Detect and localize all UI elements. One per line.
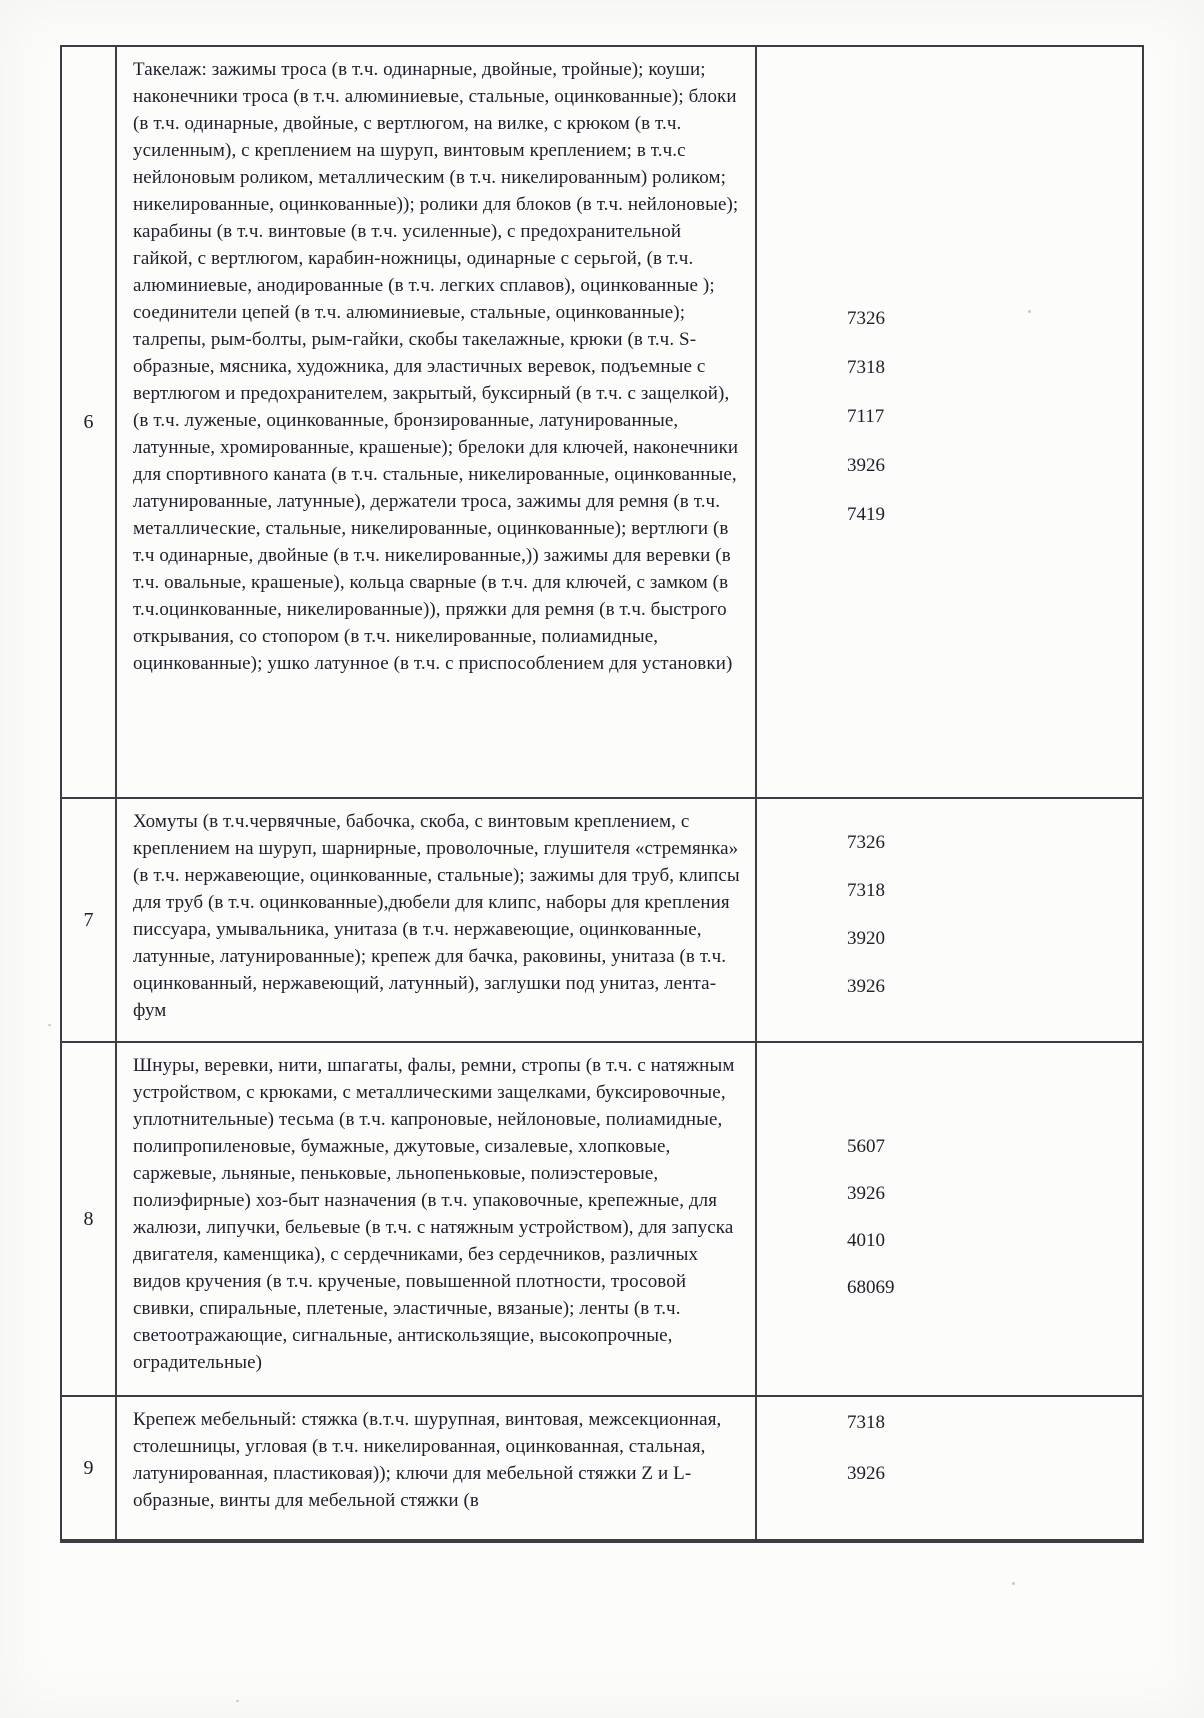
- scan-speck: [1012, 1582, 1015, 1585]
- table-row: [62, 47, 1142, 799]
- code-value: 68069: [847, 1277, 895, 1298]
- code-value: 3926: [847, 976, 885, 997]
- row-codes: [757, 47, 1142, 797]
- code-value: 3926: [847, 455, 885, 476]
- code-value: 3926: [847, 1183, 885, 1204]
- table-row: [62, 1397, 1142, 1541]
- code-value: 7318: [847, 880, 885, 901]
- code-value: 7318: [847, 357, 885, 378]
- row-codes: [757, 1043, 1142, 1395]
- code-value: 7419: [847, 504, 885, 525]
- table-row: [62, 799, 1142, 1043]
- row-description: Крепеж мебельный: стяжка (в.т.ч. шурупная, винтовая, межсекционная, столешницы, угловая (в т.ч. никелированная, оцинкованная, стальная, латунированная, пластиковая)); ключи для мебельной стяжки Z и L-образные, винты для мебельной стяжки (в: [117, 1397, 757, 1539]
- row-number: 7: [62, 799, 117, 1041]
- table-row: [62, 1043, 1142, 1397]
- code-value: 7117: [847, 406, 885, 427]
- row-description: Хомуты (в т.ч.червячные, бабочка, скоба, с винтовым креплением, с креплением на шуруп, шарнирные, проволочные, глушителя «стремянка» (в т.ч. нержавеющие, оцинкованные, стальные); зажимы для труб, клипсы для труб (в т.ч. оцинкованные),дюбели для клипс, наборы для крепления писсуара, умывальника, унитаза (в т.ч. нержавеющие, оцинкованные, латунные, латунированные); крепеж для бачка, раковины, унитаза (в т.ч. оцинкованный, нержавеющий, латунный), заглушки под унитаз, лента-фум: [117, 799, 757, 1041]
- row-description: Шнуры, веревки, нити, шпагаты, фалы, ремни, стропы (в т.ч. с натяжным устройством, с крюками, с металлическими защелками, буксировочные, уплотнительные) тесьма (в т.ч. капроновые, нейлоновые, полиамидные, полипропиленовые, бумажные, джутовые, сизалевые, хлопковые, саржевые, льняные, пеньковые, льнопеньковые, полиэстеровые, полиэфирные) хоз-быт назначения (в т.ч. упаковочные, крепежные, для жалюзи, липучки, бельевые (в т.ч. с натяжным устройством), для запуска двигателя, каменщика), с сердечниками, без сердечников, различных видов кручения (в т.ч. крученые, повышенной плотности, тросовой свивки, спиральные, плетеные, эластичные, вязаные); ленты (в т.ч. светоотражающие, сигнальные, антискользящие, высокопрочные, оградительные): [117, 1043, 757, 1395]
- row-number: 9: [62, 1397, 117, 1539]
- goods-classification-table: [60, 45, 1144, 1543]
- row-codes: [757, 799, 1142, 1041]
- row-codes: [757, 1397, 1142, 1539]
- scan-speck: [48, 1024, 51, 1026]
- code-value: 7326: [847, 832, 885, 853]
- row-description: Такелаж: зажимы троса (в т.ч. одинарные, двойные, тройные); коуши; наконечники троса (в т.ч. алюминиевые, стальные, оцинкованные); блоки (в т.ч. одинарные, двойные, с вертлюгом, на вилке, с крюком (в т.ч. усиленным), с креплением на шуруп, винтовым креплением; в т.ч.с нейлоновым роликом, металлическим (в т.ч. никелированным) роликом; никелированные, оцинкованные)); ролики для блоков (в т.ч. нейлоновые); карабины (в т.ч. винтовые (в т.ч. усиленные), с предохранительной гайкой, с вертлюгом, карабин-ножницы, одинарные с серьгой, (в т.ч. алюминиевые, анодированные (в т.ч. легких сплавов), оцинкованные ); соединители цепей (в т.ч. алюминиевые, стальные, оцинкованные); талрепы, рым-болты, рым-гайки, скобы такелажные, крюки (в т.ч. S-образные, мясника, художника, для эластичных веревок, подъемные с вертлюгом и предохранителем, закрытый, буксирный (в т.ч. с защелкой), (в т.ч. луженые, оцинкованные, бронзированные, латунированные, латунные, хромированные, крашеные); брелоки для ключей, наконечники для спортивного каната (в т.ч. стальные, никелированные, оцинкованные, латунированные, латунные), держатели троса, зажимы для ремня (в т.ч. металлические, стальные, никелированные, оцинкованные); вертлюги (в т.ч одинарные, двойные (в т.ч. никелированные,)) зажимы для веревки (в т.ч. овальные, крашеные), кольца сварные (в т.ч. для ключей, с замком (в т.ч.оцинкованные, никелированные)), пряжки для ремня (в т.ч. быстрого открывания, со стопором (в т.ч. никелированные, полиамидные, оцинкованные); ушко латунное (в т.ч. с приспособлением для установки): [117, 47, 757, 797]
- row-number: 8: [62, 1043, 117, 1395]
- code-value: 7318: [847, 1412, 885, 1433]
- row-number: 6: [62, 47, 117, 797]
- code-value: 3926: [847, 1463, 885, 1484]
- code-value: 5607: [847, 1136, 885, 1157]
- scan-speck: [1028, 310, 1031, 313]
- code-value: 7326: [847, 308, 885, 329]
- code-value: 4010: [847, 1230, 885, 1251]
- scan-speck: [236, 1700, 239, 1702]
- code-value: 3920: [847, 928, 885, 949]
